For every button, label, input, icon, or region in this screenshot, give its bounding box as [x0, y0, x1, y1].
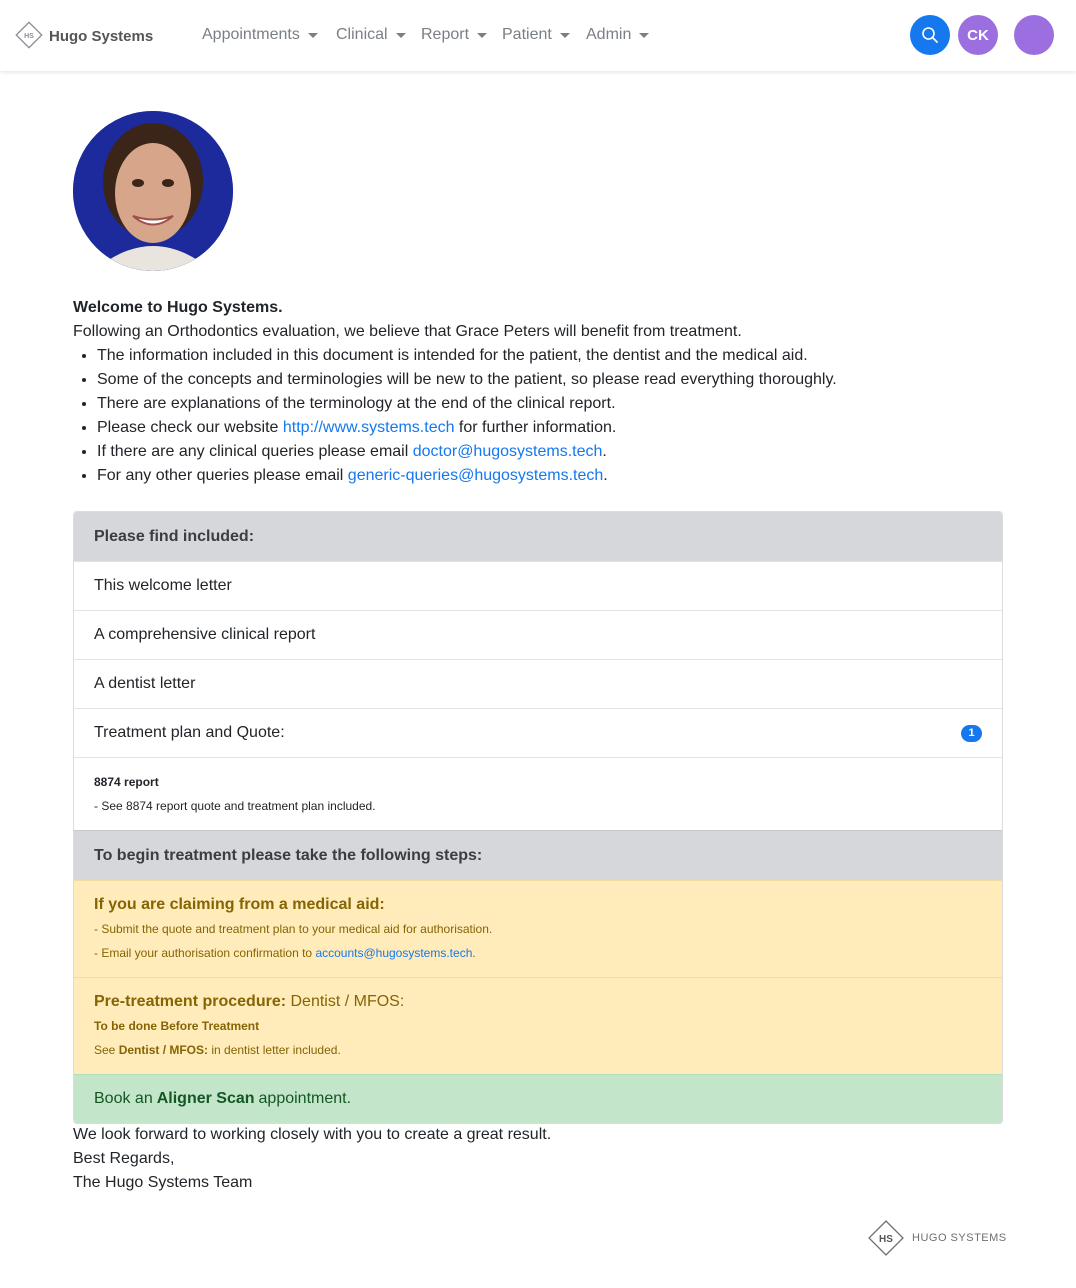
svg-text:HS: HS — [24, 33, 34, 40]
brand[interactable] — [14, 20, 153, 50]
welcome-intro: Following an Orthodontics evaluation, we believe that Grace Peters will benefit from treatment. — [73, 323, 742, 340]
chevron-down-icon — [639, 33, 649, 38]
search-icon — [921, 26, 939, 44]
included-item-clinical-report: A comprehensive clinical report — [74, 610, 1002, 659]
brand-name: Hugo Systems — [49, 27, 154, 45]
chevron-down-icon — [308, 33, 318, 38]
pre-treatment-title: Pre-treatment procedure: Dentist / MFOS: — [94, 993, 405, 1010]
doctor-email-link[interactable]: doctor@hugosystems.tech — [412, 443, 603, 460]
nav-clinical[interactable]: Clinical — [336, 23, 406, 47]
welcome-section — [73, 296, 1003, 488]
footer-logo — [866, 1218, 1007, 1258]
list-item: • Some of the concepts and terminologies will be new to the patient, so please read everything thoroughly. — [97, 368, 1003, 392]
included-panel — [73, 511, 1003, 1124]
list-item: • Please check our website http://www.systems.tech for further information. — [97, 416, 1003, 440]
nav-patient[interactable]: Patient — [502, 23, 570, 47]
pre-treatment-subtitle: To be done Before Treatment — [94, 1019, 260, 1033]
pre-treatment-line: See Dentist / MFOS: in dentist letter included. — [94, 1043, 341, 1057]
brand-logo-icon — [14, 20, 44, 50]
closing-line: We look forward to working closely with you to create a great result. — [73, 1126, 552, 1143]
included-item-treatment-plan: Treatment plan and Quote: 1 — [74, 708, 1002, 757]
search-button[interactable] — [910, 15, 950, 55]
medical-aid-line: - Email your authorisation confirmation to accounts@hugosystems.tech. — [94, 946, 476, 960]
pre-treatment-step — [74, 977, 1002, 1074]
footer-logo-text: HUGO SYSTEMS — [912, 1232, 1007, 1244]
welcome-heading: Welcome to Hugo Systems. — [73, 299, 283, 316]
nav-admin[interactable]: Admin — [586, 23, 649, 47]
website-link[interactable]: http://www.systems.tech — [282, 419, 455, 436]
chevron-down-icon — [477, 33, 487, 38]
report-description: - See 8874 report quote and treatment plan included. — [94, 799, 376, 813]
patient-photo — [73, 111, 233, 271]
medical-aid-step — [74, 880, 1002, 977]
profile-avatar[interactable] — [1014, 15, 1054, 55]
nav-appointments[interactable]: Appointments — [202, 23, 318, 47]
accounts-email-link[interactable]: accounts@hugosystems.tech — [315, 946, 473, 960]
user-avatar[interactable]: CK — [958, 15, 998, 55]
list-item: • The information included in this document is intended for the patient, the dentist and the medical aid. — [97, 344, 1003, 368]
count-badge: 1 — [961, 725, 982, 742]
included-item-welcome-letter: This welcome letter — [74, 561, 1002, 610]
chevron-down-icon — [396, 33, 406, 38]
book-scan-step: Book an Aligner Scan appointment. — [74, 1074, 1002, 1123]
list-item: • There are explanations of the terminology at the end of the clinical report. — [97, 392, 1003, 416]
medical-aid-line: - Submit the quote and treatment plan to your medical aid for authorisation. — [94, 922, 493, 936]
list-item: • For any other queries please email generic-queries@hugosystems.tech. — [97, 464, 1003, 488]
nav-report[interactable]: Report — [421, 23, 487, 47]
chevron-down-icon — [560, 33, 570, 38]
medical-aid-title: If you are claiming from a medical aid: — [94, 896, 385, 913]
generic-email-link[interactable]: generic-queries@hugosystems.tech — [347, 467, 604, 484]
closing-regards: Best Regards, — [73, 1150, 175, 1167]
included-item-dentist-letter: A dentist letter — [74, 659, 1002, 708]
closing-signature: The Hugo Systems Team — [73, 1174, 253, 1191]
report-title: 8874 report — [94, 775, 159, 789]
closing-section — [73, 1123, 551, 1195]
included-header: Please find included: — [74, 512, 1002, 561]
welcome-list — [97, 344, 1003, 488]
top-navbar — [0, 0, 1076, 71]
hugo-logo-icon — [866, 1218, 906, 1258]
list-item: • If there are any clinical queries please email doctor@hugosystems.tech. — [97, 440, 1003, 464]
svg-text:HS: HS — [879, 1234, 893, 1245]
steps-header: To begin treatment please take the following steps: — [74, 830, 1002, 880]
report-entry — [74, 757, 1002, 830]
